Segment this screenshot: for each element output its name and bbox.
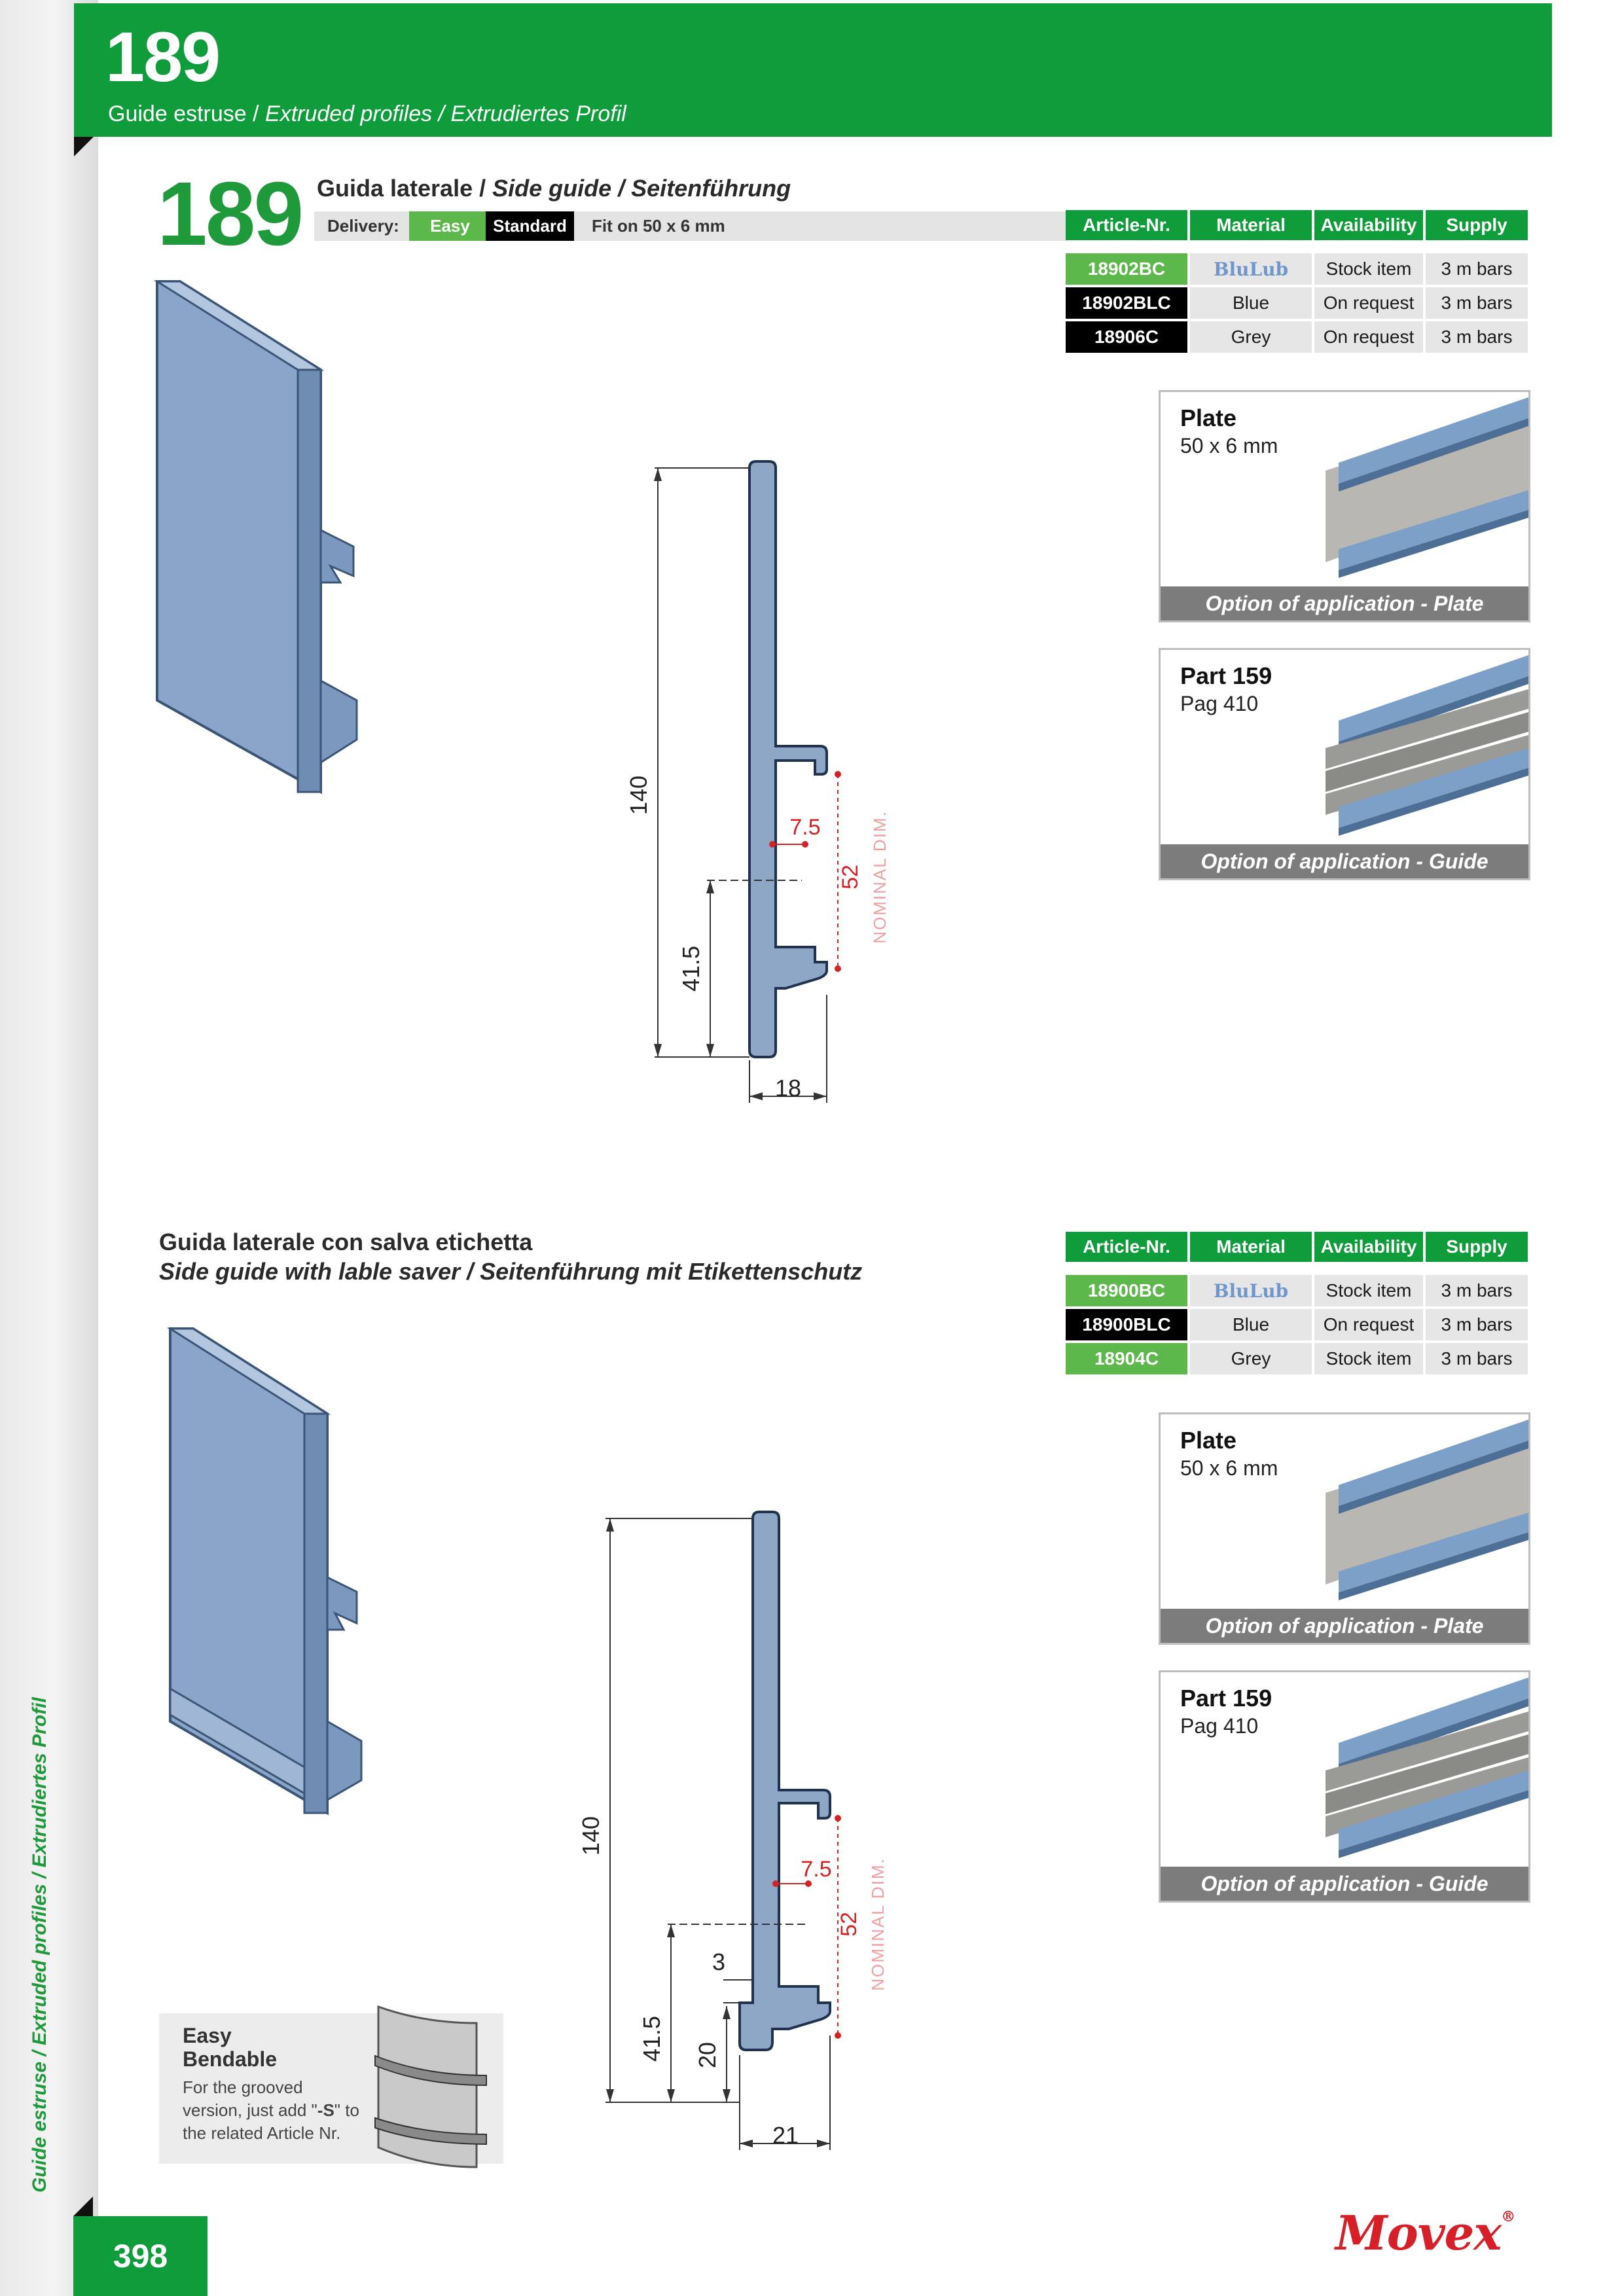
product2-title: Guida laterale con salva etichetta: [159, 1229, 533, 1255]
app-sub: Pag 410: [1180, 692, 1259, 715]
product-title: [317, 177, 791, 200]
dim-width: 18: [774, 1075, 802, 1102]
app-footer: Option of application - Guide: [1161, 1867, 1528, 1901]
dim-width: 21: [772, 2122, 799, 2149]
dim-slot: 7.5: [789, 815, 821, 840]
dim-height: 140: [577, 1816, 604, 1856]
col-article: Article-Nr.: [1066, 1232, 1187, 1262]
material-cell: Blue: [1190, 1309, 1312, 1340]
app-sub: 50 x 6 mm: [1180, 1456, 1278, 1480]
table-row: [1066, 253, 1528, 285]
dim-lower: 41.5: [638, 2015, 665, 2062]
bendable-profile-illustration: [365, 1994, 496, 2170]
table-row: [1066, 287, 1528, 319]
material-cell: Grey: [1190, 321, 1312, 353]
dim-nominal: 52: [838, 865, 863, 889]
sidebar-text: [29, 2179, 42, 2193]
guide-rail-illustration: [1319, 650, 1528, 846]
guide-rail-illustration: [1319, 1672, 1528, 1869]
article-code: 18902BLC: [1066, 287, 1187, 319]
brand-mark: ®: [1501, 2208, 1515, 2225]
article-code: 18900BC: [1066, 1275, 1187, 1306]
availability-cell: On request: [1314, 321, 1423, 353]
article-table-2: [1063, 1229, 1530, 1377]
delivery-bar: [314, 211, 1067, 241]
availability-cell: Stock item: [1314, 1343, 1423, 1374]
supply-cell: 3 m bars: [1426, 1309, 1528, 1340]
easy-text-bold: -S: [317, 2100, 334, 2120]
dim-nominal: 52: [837, 1912, 861, 1937]
easy-bendable-box: [159, 2013, 503, 2164]
dim-slot: 7.5: [801, 1857, 832, 1882]
header-subtitle-it: Guide estruse /: [108, 101, 259, 126]
product2-subtitle: Side guide with lable saver / Seitenführung mit Etikettenschutz: [159, 1258, 863, 1285]
easy-text: [183, 2076, 366, 2145]
availability-cell: Stock item: [1314, 1275, 1423, 1306]
supply-cell: 3 m bars: [1426, 1275, 1528, 1306]
table-row: [1066, 1309, 1528, 1340]
product-title-rest: Side guide / Seitenführung: [492, 175, 791, 202]
supply-cell: 3 m bars: [1426, 287, 1528, 319]
supply-cell: 3 m bars: [1426, 253, 1528, 285]
app-footer: Option of application - Guide: [1161, 844, 1528, 878]
brand-name: Movex: [1335, 2205, 1502, 2261]
delivery-fit: Fit on 50 x 6 mm: [592, 216, 725, 236]
table-row: [1066, 1275, 1528, 1306]
dim-base: 20: [694, 2041, 721, 2069]
plate-rail-illustration: [1319, 1414, 1528, 1611]
article-code: 18902BC: [1066, 253, 1187, 285]
app-title: Part 159: [1180, 1685, 1272, 1712]
plate-rail-illustration: [1319, 392, 1528, 588]
bendable-title: Bendable: [183, 2047, 278, 2071]
easy-text-post: " to the related Article Nr.: [183, 2100, 359, 2143]
dim-height: 140: [625, 775, 652, 816]
easy-text-pre: For the grooved version, just add ": [183, 2077, 317, 2120]
table-row: [1066, 1343, 1528, 1374]
table-spacer: [1066, 243, 1528, 251]
table-spacer: [1066, 1265, 1528, 1272]
app-sub: Pag 410: [1180, 1714, 1259, 1738]
profile-dimension-drawing-2: [576, 1505, 943, 2160]
col-article: Article-Nr.: [1066, 210, 1187, 240]
material-cell: BluLub: [1190, 1275, 1312, 1306]
header-corner: [74, 137, 94, 156]
nominal-label: NOMINAL DIM.: [870, 810, 890, 944]
profile-3d-illustration-2: [157, 1322, 380, 1833]
page-number-box: [73, 2216, 208, 2296]
col-material: Material: [1190, 1232, 1312, 1262]
application-guide: [1159, 648, 1530, 880]
delivery-easy-badge: Easy: [409, 211, 491, 241]
application-guide-2: [1159, 1670, 1530, 1903]
delivery-label: Delivery:: [327, 216, 399, 236]
col-availability: Availability: [1314, 1232, 1423, 1262]
material-cell: Grey: [1190, 1343, 1312, 1374]
header-subtitle-rest: Extruded profiles / Extrudiertes Profil: [265, 101, 626, 126]
app-footer: Option of application - Plate: [1161, 586, 1528, 620]
availability-cell: Stock item: [1314, 253, 1423, 285]
availability-cell: On request: [1314, 287, 1423, 319]
col-supply: Supply: [1426, 210, 1528, 240]
dim-lower: 41.5: [677, 945, 704, 992]
app-title: Plate: [1180, 404, 1237, 431]
col-supply: Supply: [1426, 1232, 1528, 1262]
page-number: 398: [113, 2238, 168, 2274]
brand-logo: [1335, 2205, 1515, 2261]
dim-lip: 3: [712, 1948, 726, 1975]
profile-3d-illustration: [151, 275, 373, 812]
material-cell: BluLub: [1190, 253, 1312, 285]
supply-cell: 3 m bars: [1426, 1343, 1528, 1374]
application-plate-2: [1159, 1412, 1530, 1645]
app-footer: Option of application - Plate: [1161, 1609, 1528, 1643]
product-title-it: Guida laterale /: [317, 175, 486, 202]
article-code: 18900BLC: [1066, 1309, 1187, 1340]
header-number: 189: [105, 17, 220, 96]
page-number-corner: [73, 2197, 93, 2216]
article-code: 18906C: [1066, 321, 1187, 353]
app-title: Plate: [1180, 1427, 1237, 1454]
article-table: [1063, 207, 1530, 355]
page-header: [74, 3, 1552, 137]
col-material: Material: [1190, 210, 1312, 240]
app-title: Part 159: [1180, 662, 1272, 689]
material-cell: Blue: [1190, 287, 1312, 319]
availability-cell: On request: [1314, 1309, 1423, 1340]
product-number: 189: [157, 164, 302, 264]
header-subtitle: [108, 103, 626, 125]
col-availability: Availability: [1314, 210, 1423, 240]
nominal-label: NOMINAL DIM.: [868, 1857, 888, 1991]
article-code: 18904C: [1066, 1343, 1187, 1374]
app-sub: 50 x 6 mm: [1180, 434, 1278, 457]
profile-dimension-drawing: [615, 452, 943, 1119]
table-row: [1066, 321, 1528, 353]
application-plate: [1159, 390, 1530, 622]
supply-cell: 3 m bars: [1426, 321, 1528, 353]
easy-title: Easy: [183, 2024, 232, 2047]
delivery-standard-badge: Standard: [486, 211, 574, 241]
